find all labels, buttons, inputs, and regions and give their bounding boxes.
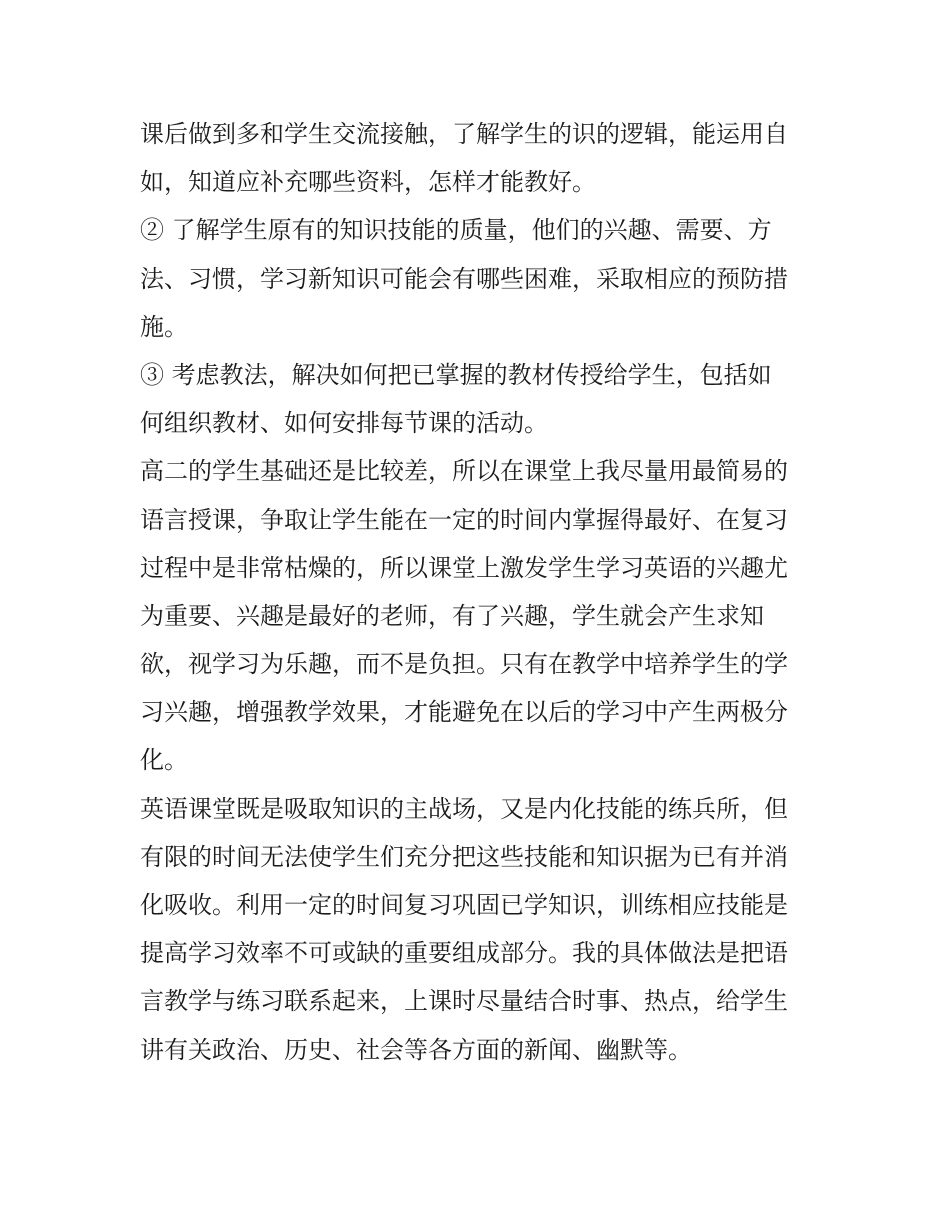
text-line-1: 课后做到多和学生交流接触，了解学生的识的逻辑，能运用自 bbox=[140, 120, 788, 148]
text-line-12: 欲，视学习为乐趣，而不是负担。只有在教学中培养学生的学 bbox=[140, 650, 788, 679]
text-line-7: 何组织教材、如何安排每节课的活动。 bbox=[140, 409, 548, 438]
text-line-3: ② 了解学生原有的知识技能的质量，他们的兴趣、需要、方 bbox=[140, 216, 772, 245]
text-line-2: 如，知道应补充哪些资料，怎样才能教好。 bbox=[140, 168, 596, 197]
text-line-18: 提高学习效率不可或缺的重要组成部分。我的具体做法是把语 bbox=[140, 939, 788, 968]
text-line-16: 有限的时间无法使学生们充分把这些技能和知识据为已有并消 bbox=[140, 842, 788, 871]
text-line-13: 习兴趣，增强教学效果，才能避免在以后的学习中产生两极分 bbox=[140, 698, 788, 727]
text-line-15: 英语课堂既是吸取知识的主战场，又是内化技能的练兵所，但 bbox=[140, 794, 788, 823]
text-line-11: 为重要、兴趣是最好的老师，有了兴趣，学生就会产生求知 bbox=[140, 601, 764, 630]
text-line-5: 施。 bbox=[140, 312, 188, 341]
text-line-14: 化。 bbox=[140, 746, 188, 775]
document-body bbox=[140, 110, 820, 1074]
text-line-17: 化吸收。利用一定的时间复习巩固已学知识，训练相应技能是 bbox=[140, 891, 788, 919]
text-line-8: 高二的学生基础还是比较差，所以在课堂上我尽量用最简易的 bbox=[140, 457, 788, 486]
text-line-10: 过程中是非常枯燥的，所以课堂上激发学生学习英语的兴趣尤 bbox=[140, 553, 788, 582]
text-line-20: 讲有关政治、历史、社会等各方面的新闻、幽默等。 bbox=[140, 1035, 692, 1064]
text-line-4: 法、习惯，学习新知识可能会有哪些困难，采取相应的预防措 bbox=[140, 264, 788, 293]
text-line-19: 言教学与练习联系起来，上课时尽量结合时事、热点，给学生 bbox=[140, 987, 788, 1016]
text-line-9: 语言授课，争取让学生能在一定的时间内掌握得最好、在复习 bbox=[140, 505, 788, 534]
text-line-6: ③ 考虑教法，解决如何把已掌握的教材传授给学生，包括如 bbox=[140, 360, 772, 389]
